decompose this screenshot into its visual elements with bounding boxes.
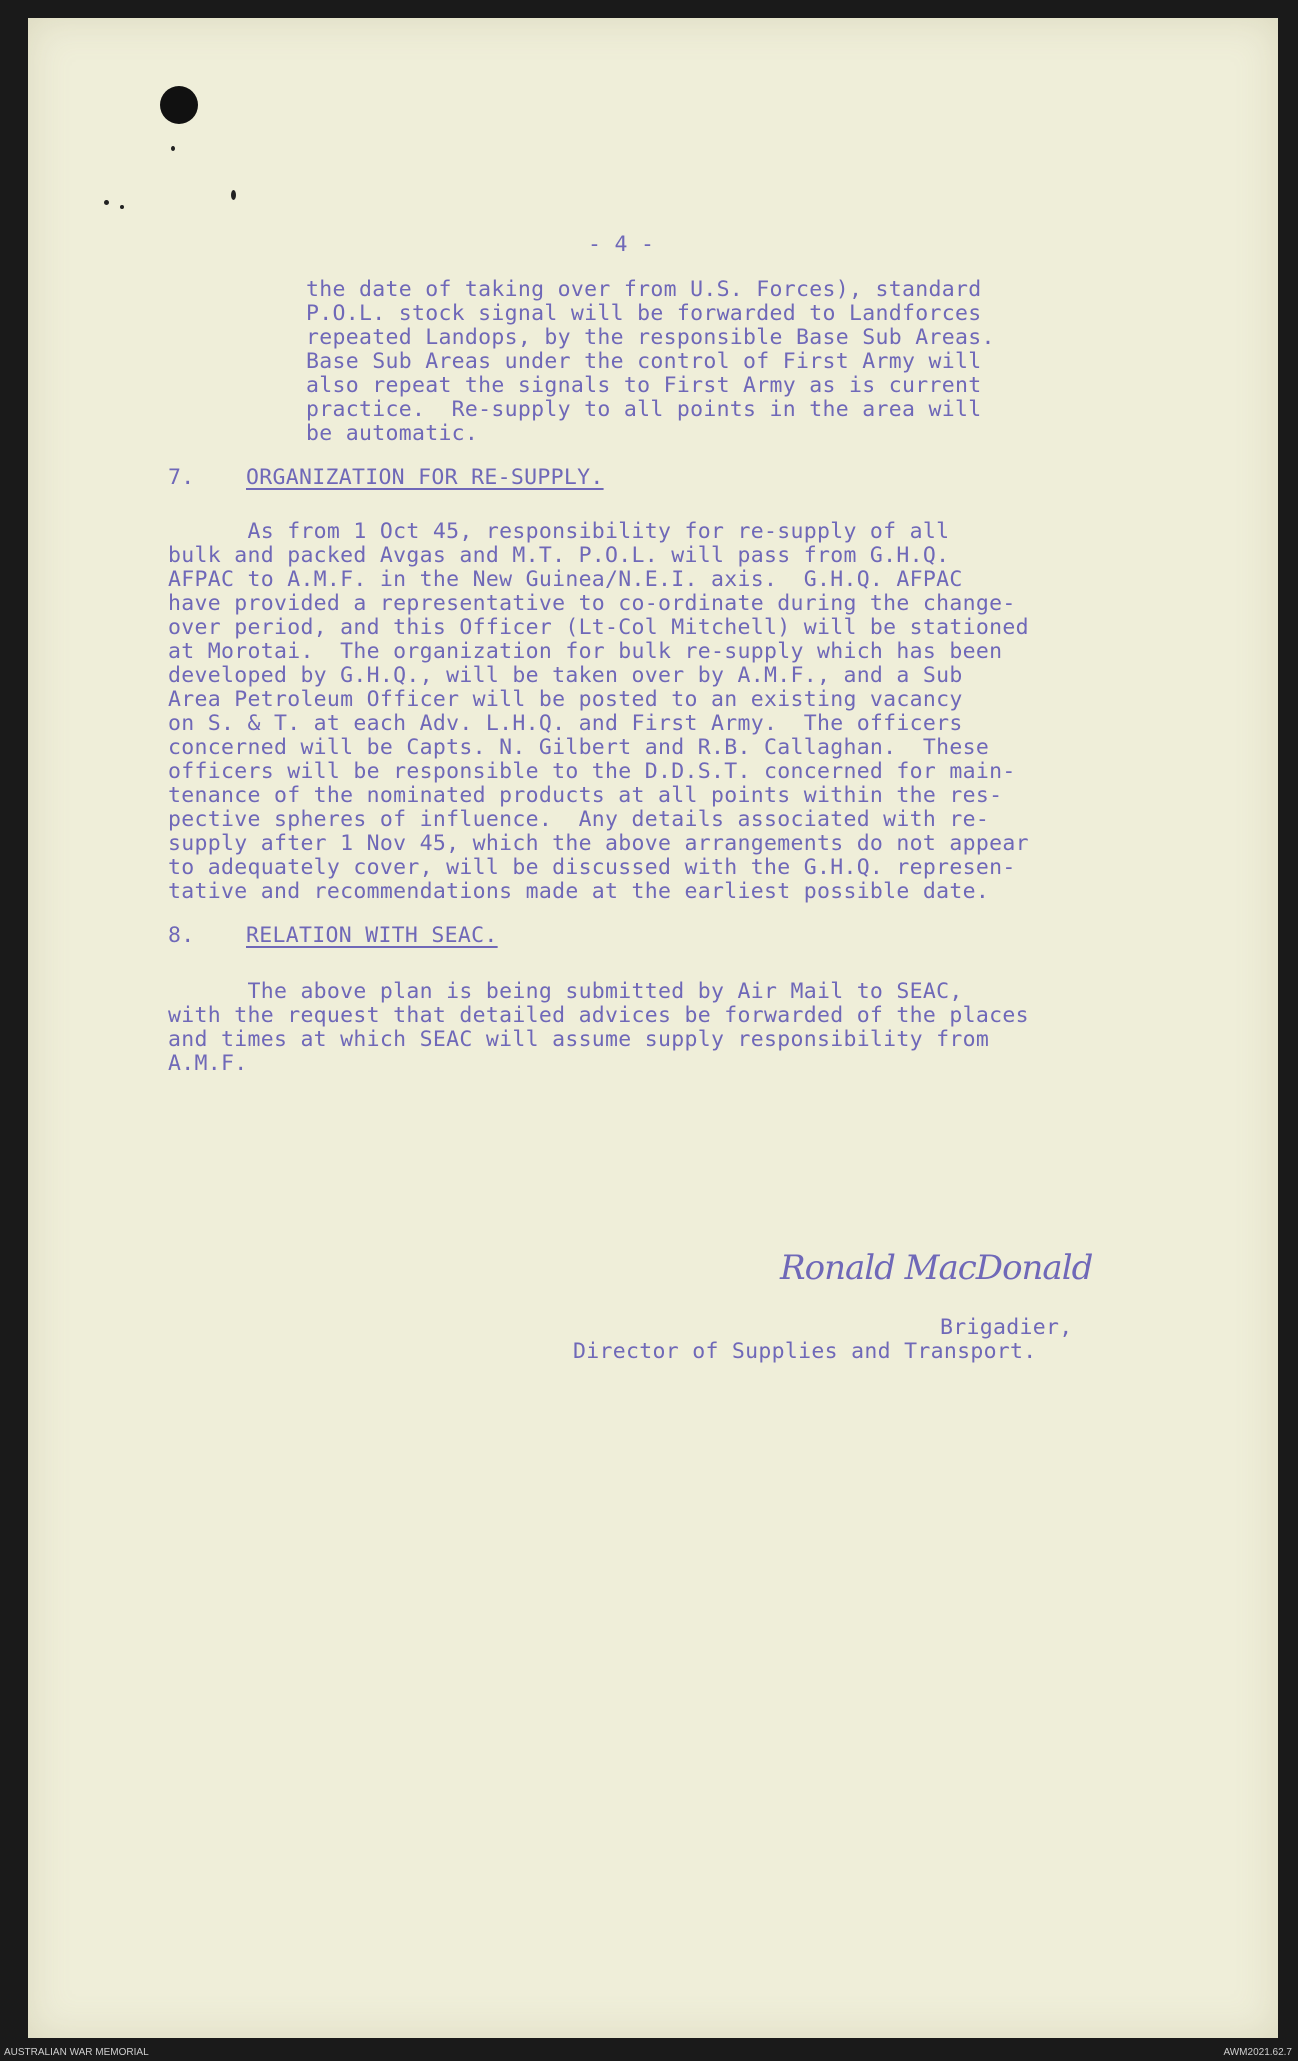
ink-speck <box>171 146 175 151</box>
footer-accession-number: AWM2021.62.7 <box>1223 2047 1292 2058</box>
text-line: the date of taking over from U.S. Forces), standard <box>306 277 982 302</box>
section-number: 7. <box>168 465 195 490</box>
footer-institution: AUSTRALIAN WAR MEMORIAL <box>4 2047 149 2058</box>
text-line: bulk and packed Avgas and M.T. P.O.L. will pass from G.H.Q. <box>168 543 950 568</box>
ink-speck <box>231 190 236 200</box>
signatory-rank: Brigadier, <box>940 1315 1073 1340</box>
text-line: officers will be responsible to the D.D.S.T. concerned for main- <box>168 759 1016 784</box>
text-line: supply after 1 Nov 45, which the above arrangements do not appear <box>168 831 1029 856</box>
text-line: have provided a representative to co-ordinate during the change- <box>168 591 1016 616</box>
text-line: concerned will be Capts. N. Gilbert and R.B. Callaghan. These <box>168 735 990 760</box>
text-line: practice. Re-supply to all points in the area will <box>306 397 982 422</box>
signatory-title: Director of Supplies and Transport. <box>573 1339 1037 1364</box>
ink-speck <box>120 205 124 209</box>
text-line: on S. & T. at each Adv. L.H.Q. and First Army. The officers <box>168 711 963 736</box>
text-line: developed by G.H.Q., will be taken over by A.M.F., and a Sub <box>168 663 963 688</box>
text-line: AFPAC to A.M.F. in the New Guinea/N.E.I. axis. G.H.Q. AFPAC <box>168 567 963 592</box>
text-line: tenance of the nominated products at all points within the res- <box>168 783 1003 808</box>
ink-speck <box>104 200 109 205</box>
text-line: to adequately cover, will be discussed with the G.H.Q. represen- <box>168 855 1016 880</box>
text-line: be automatic. <box>306 421 479 446</box>
handwritten-signature: Ronald MacDonald <box>780 1248 1093 1288</box>
text-line: repeated Landops, by the responsible Base Sub Areas. <box>306 325 995 350</box>
text-line: A.M.F. <box>168 1051 248 1076</box>
text-line: and times at which SEAC will assume supply responsibility from <box>168 1027 990 1052</box>
text-line: over period, and this Officer (Lt-Col Mitchell) will be stationed <box>168 615 1029 640</box>
text-line: at Morotai. The organization for bulk re-supply which has been <box>168 639 1003 664</box>
punch-hole <box>160 86 198 124</box>
text-line: also repeat the signals to First Army as is current <box>306 373 982 398</box>
document-page <box>28 18 1278 2038</box>
text-line: Area Petroleum Officer will be posted to an existing vacancy <box>168 687 963 712</box>
text-line: tative and recommendations made at the earliest possible date. <box>168 879 990 904</box>
page-number: - 4 - <box>588 232 655 257</box>
section-heading: ORGANIZATION FOR RE-SUPPLY. <box>246 465 604 490</box>
section-heading: RELATION WITH SEAC. <box>246 923 498 948</box>
text-line: Base Sub Areas under the control of First Army will <box>306 349 982 374</box>
text-line: P.O.L. stock signal will be forwarded to Landforces <box>306 301 982 326</box>
text-line: pective spheres of influence. Any details associated with re- <box>168 807 990 832</box>
text-line: with the request that detailed advices be forwarded of the places <box>168 1003 1029 1028</box>
text-line: As from 1 Oct 45, responsibility for re-supply of all <box>168 519 950 544</box>
text-line: The above plan is being submitted by Air Mail to SEAC, <box>168 979 963 1004</box>
section-number: 8. <box>168 923 195 948</box>
